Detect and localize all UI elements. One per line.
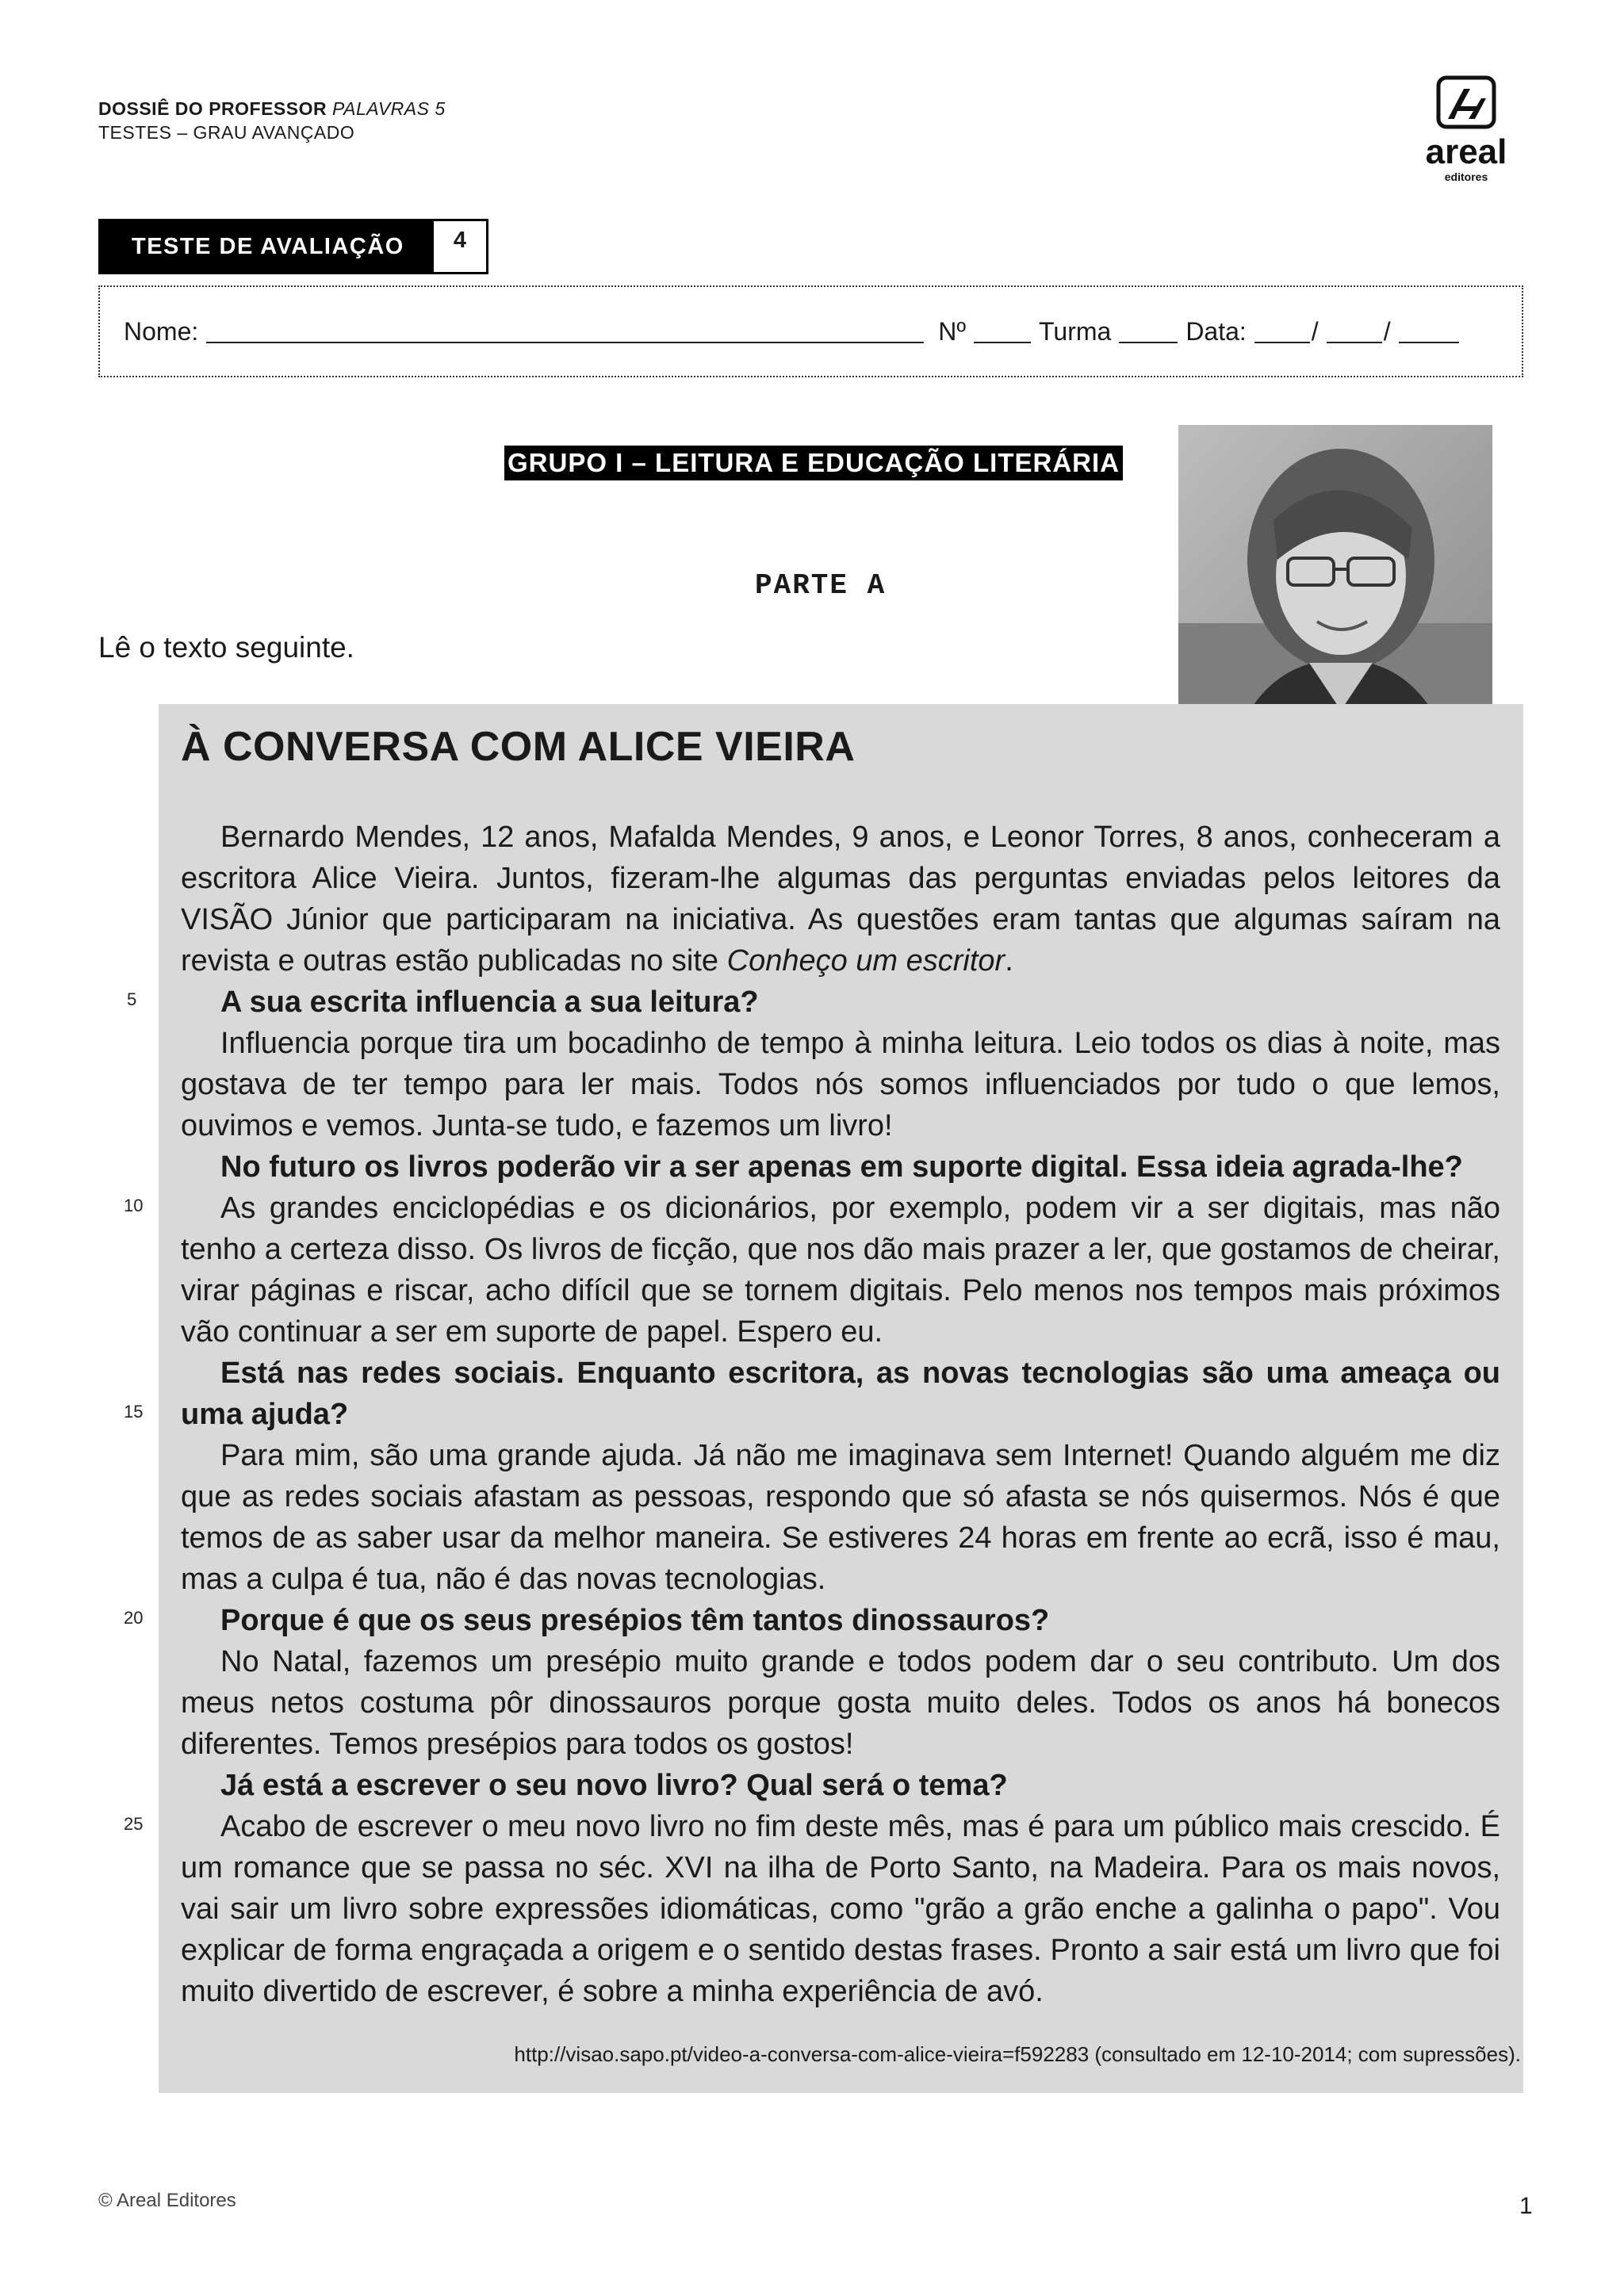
answer-3: Para mim, são uma grande ajuda. Já não me imaginava sem Internet! Quando alguém me diz que as redes sociais afastam as pessoas, respondo que só afasta se nós quisermos. Nós é que temos de as saber usar da melhor maneira. Se estiveres 24 horas em frente ao ecrã, isso é mau, mas a culpa é tua, não é das novas tecnologias. xyxy=(181,1439,1500,1596)
nome-field[interactable] xyxy=(206,320,924,343)
student-info-form xyxy=(98,285,1523,377)
document-header xyxy=(98,97,446,144)
turma-label: Turma xyxy=(1039,316,1112,346)
article-source: http://visao.sapo.pt/video-a-conversa-com-alice-vieira=f592283 (consultado em 12-10-2014; com supressões). xyxy=(514,2042,1521,2066)
intro-italic: Conheço um escritor xyxy=(726,944,1005,978)
date-slash-1: / xyxy=(1311,316,1319,346)
answer-4: No Natal, fazemos um presépio muito grande e todos podem dar o seu contributo. Um dos meus netos costuma pôr dinossauros porque gosta muito deles. Todos os anos há bonecos diferentes. Temos presépios para todos os gostos! xyxy=(181,1645,1500,1761)
data-day-field[interactable] xyxy=(1254,320,1310,343)
line-number-15: 15 xyxy=(124,1402,144,1422)
article-body xyxy=(181,817,1500,2012)
question-4: Porque é que os seus presépios têm tantos dinossauros? xyxy=(220,1604,1050,1637)
teste-number: 4 xyxy=(431,219,488,274)
grupo-heading: GRUPO I – LEITURA E EDUCAÇÃO LITERÁRIA xyxy=(504,446,1123,480)
line-number-25: 25 xyxy=(124,1814,144,1834)
header-subtitle: TESTES – GRAU AVANÇADO xyxy=(98,122,355,143)
header-line-1 xyxy=(98,97,446,121)
article-intro xyxy=(181,817,1500,982)
answer-2: As grandes enciclopédias e os dicionários, por exemplo, podem vir a ser digitais, mas não tenho a certeza disso. Os livros de ficção, que nos dão mais prazer a ler, que gostamos de cheirar, virar páginas e riscar, acho difícil que se tornem digitais. Pelo menos nos tempos mais próximos vão continuar a ser em suporte de papel. Espero eu. xyxy=(181,1192,1500,1349)
parte-heading: PARTE A xyxy=(755,569,887,602)
answer-1: Influencia porque tira um bocadinho de tempo à minha leitura. Leio todos os dias à noite, mas gostava de ter tempo para ler mais. Todos nós somos influenciados por tudo o que lemos, ouvimos e vemos. Junta-se tudo, e fazemos um livro! xyxy=(181,1027,1500,1142)
numero-field[interactable] xyxy=(974,320,1031,343)
question-1: A sua escrita influencia a sua leitura? xyxy=(220,985,759,1019)
data-label: Data: xyxy=(1185,316,1247,346)
line-number-10: 10 xyxy=(124,1196,144,1215)
question-2: No futuro os livros poderão vir a ser apenas em suporte digital. Essa ideia agrada-lhe? xyxy=(220,1150,1463,1184)
instruction-text: Lê o texto seguinte. xyxy=(98,631,354,664)
page-number: 1 xyxy=(1519,2193,1533,2219)
dossie-label: DOSSIÊ DO PROFESSOR xyxy=(98,98,327,119)
logo-subtext: editores xyxy=(1444,170,1488,183)
teste-avaliacao-box xyxy=(98,219,488,274)
data-year-field[interactable] xyxy=(1399,320,1459,343)
intro-end: . xyxy=(1005,944,1013,978)
line-number-5: 5 xyxy=(127,989,137,1009)
areal-logo-icon xyxy=(1407,75,1526,186)
line-number-20: 20 xyxy=(124,1608,144,1628)
logo-text: areal xyxy=(1425,132,1507,171)
data-month-field[interactable] xyxy=(1327,320,1382,343)
intro-text: Bernardo Mendes, 12 anos, Mafalda Mendes, 9 anos, e Leonor Torres, 8 anos, conheceram a escritora Alice Vieira. Juntos, fizeram-lhe algumas das perguntas enviadas pelos leitores da VISÃO Júnior que participaram na iniciativa. As questões eram tantas que algumas saíram na revista e outras estão publicadas no site xyxy=(181,821,1500,978)
date-slash-2: / xyxy=(1383,316,1391,346)
nome-label: Nome: xyxy=(124,316,199,346)
answer-5: Acabo de escrever o meu novo livro no fim deste mês, mas é para um público mais crescido. É um romance que se passa no séc. XVI na ilha de Porto Santo, na Madeira. Para os mais novos, vai sair um livro sobre expressões idiomáticas, como "grão a grão enche a galinha o papo". Vou explicar de forma engraçada a origem e o sentido destas frases. Pronto a sair está um livro que foi muito divertido de escrever, é sobre a minha experiência de avó. xyxy=(181,1810,1500,2008)
teste-label: TESTE DE AVALIAÇÃO xyxy=(98,219,431,274)
footer-copyright: © Areal Editores xyxy=(98,2190,236,2211)
turma-field[interactable] xyxy=(1119,320,1178,343)
numero-label: Nº xyxy=(938,316,967,346)
question-3: Está nas redes sociais. Enquanto escritora, as novas tecnologias são uma ameaça ou uma ajuda? xyxy=(181,1357,1500,1431)
article-title: À CONVERSA COM ALICE VIEIRA xyxy=(181,724,856,770)
question-5: Já está a escrever o seu novo livro? Qual será o tema? xyxy=(220,1769,1008,1802)
palavras-label: PALAVRAS 5 xyxy=(332,98,446,119)
